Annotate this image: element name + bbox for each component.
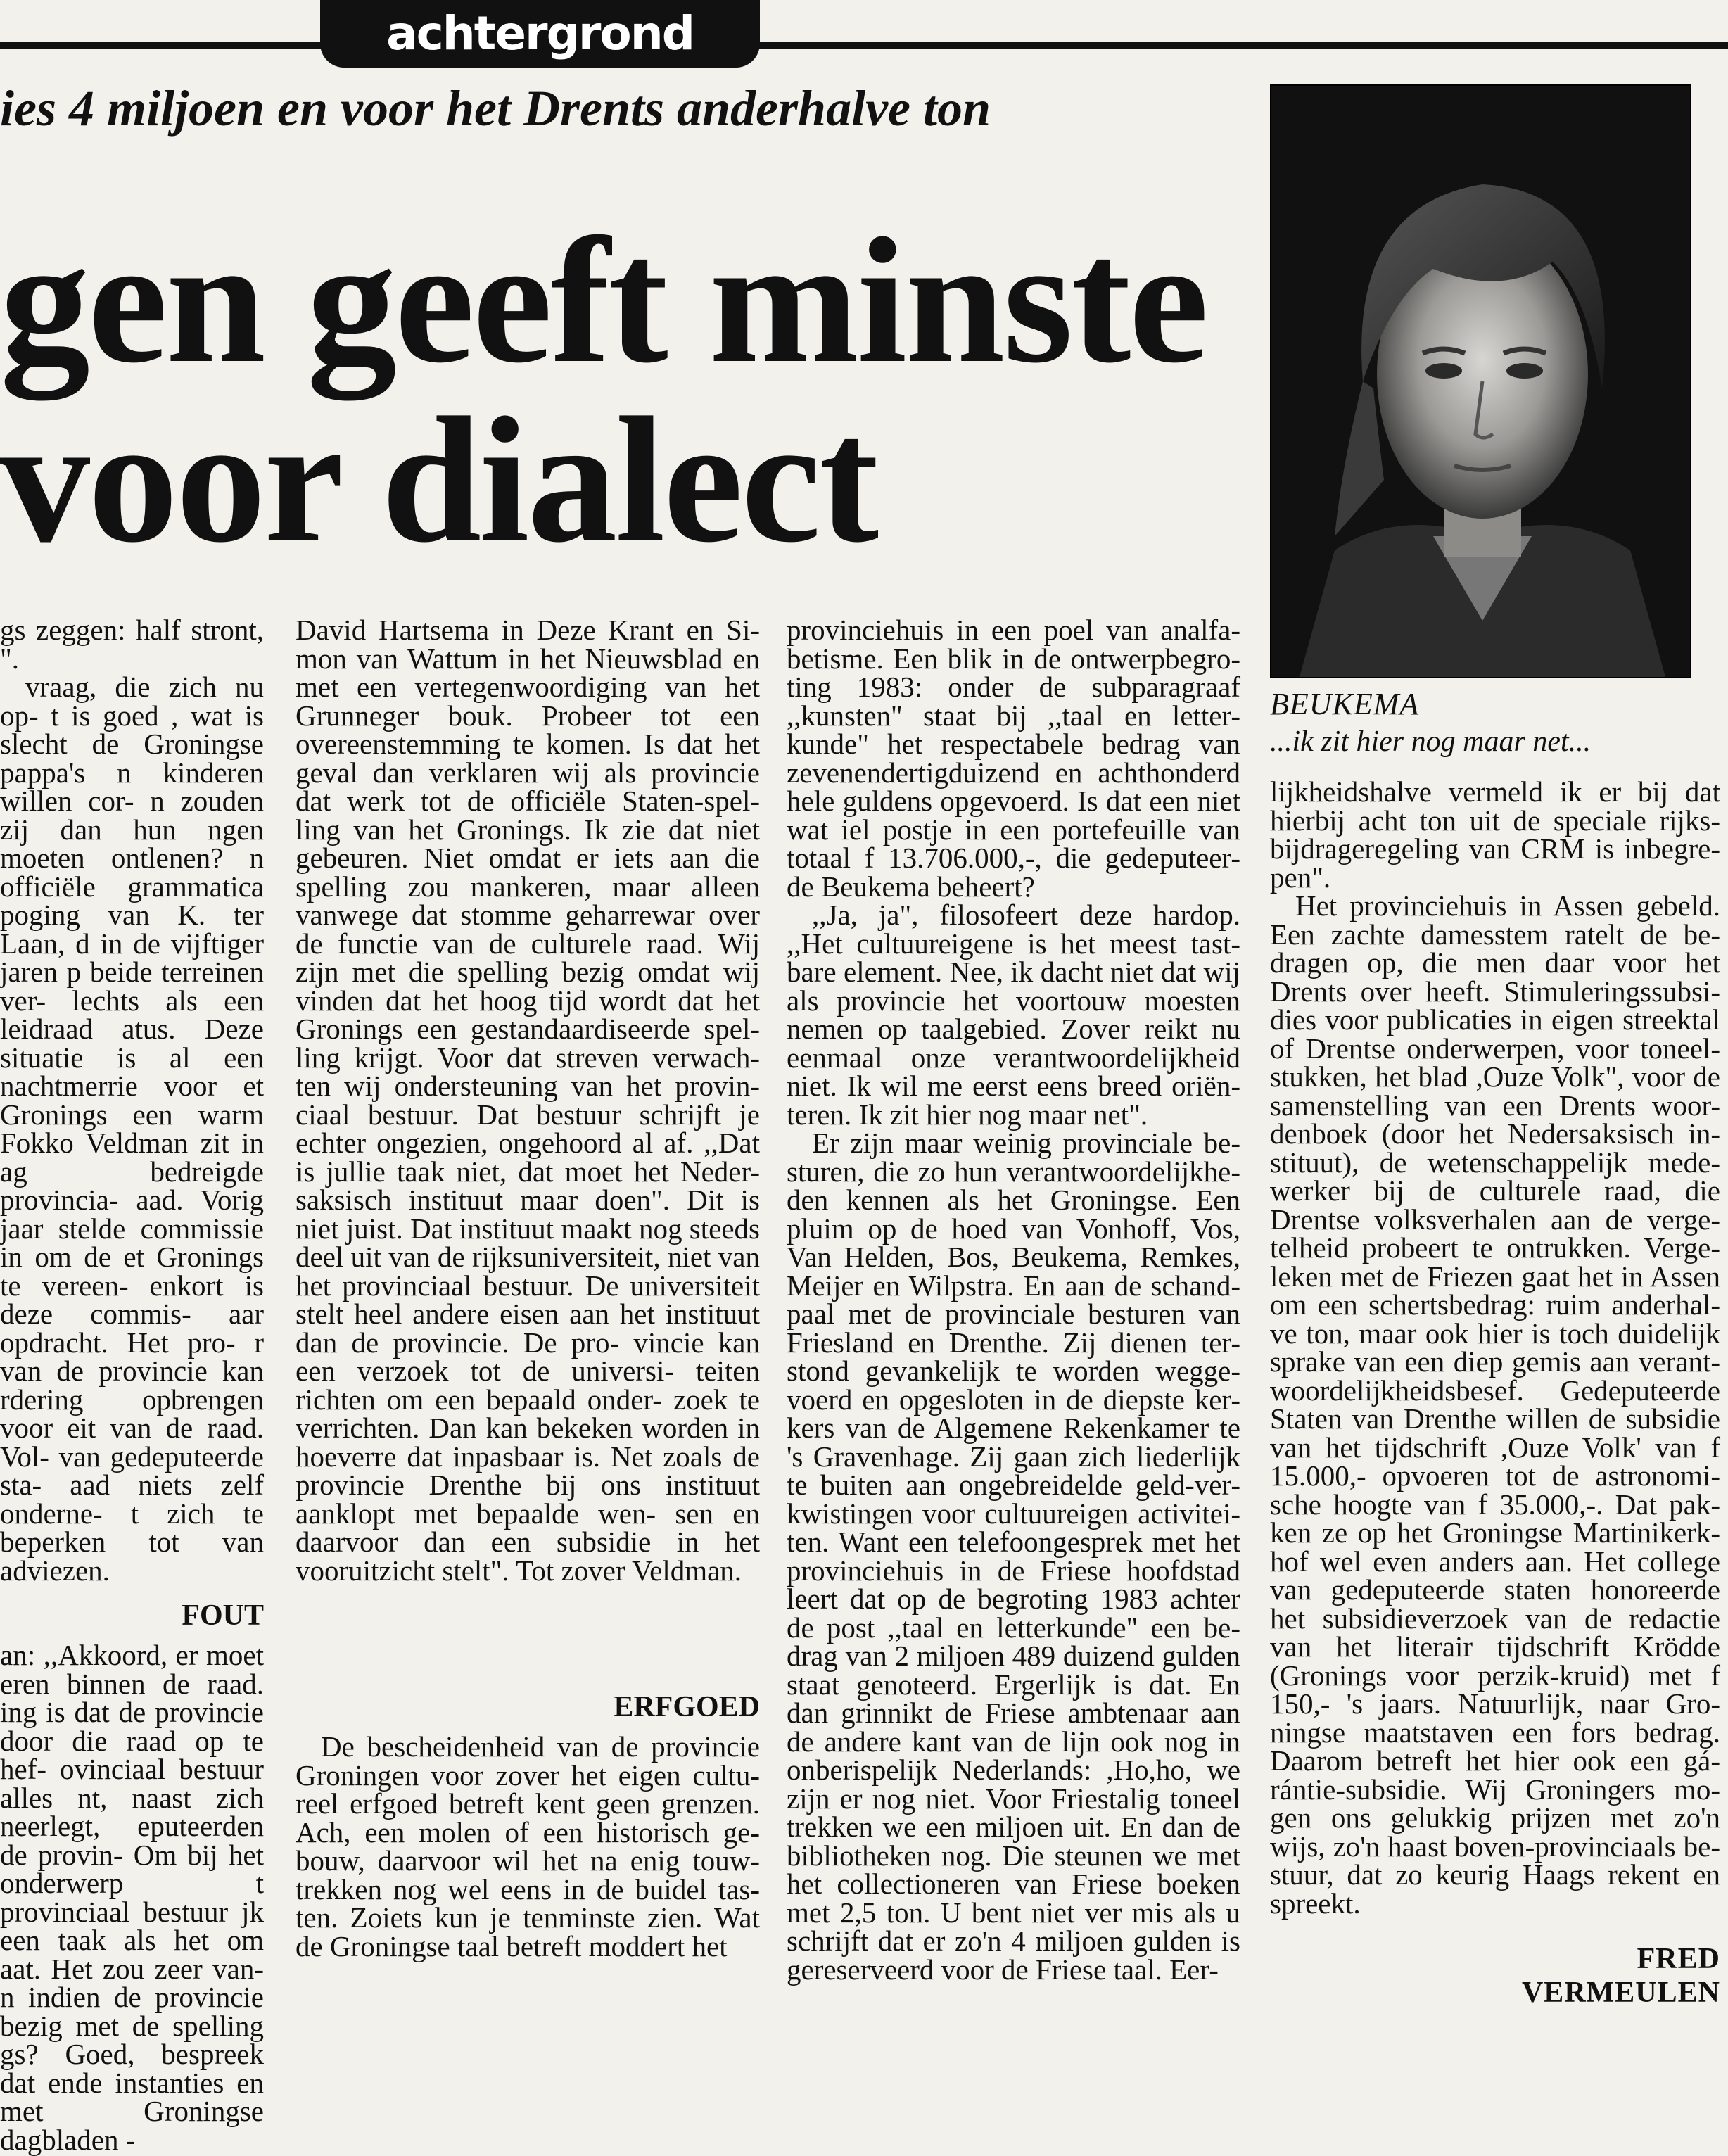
paragraph: provinciehuis in een poel van analfa- betisme. Een blik in de ontwerpbegro- ting 1983: onder de subparagraaf ,,kunsten" staat bij ,,taal en letter- kunde" het respectabele bedrag van zevenendertigduizend en achthonderd hele guldens opgevoerd. Is dat een niet wat iel postje in een portefeuille van totaal f 13.706.000,-, die gedeputeer- de Beukema beheert?	[787, 614, 1240, 903]
article-column-1	[0, 614, 264, 2156]
photo-caption-name: BEUKEMA	[1270, 687, 1420, 721]
paragraph: De bescheidenheid van de provincie Groningen voor zover het eigen cultu- reel erfgoed betreft kent geen grenzen. Ach, een molen of een historisch ge- bouw, daarvoor wil het na enig touw- trekken nog wel eens in de buidel tas- ten. Zoiets kun je tenminste zien. Wat de Groningse taal betreft moddert het	[296, 1730, 760, 1962]
paragraph: vraag, die zich nu op- t is goed , wat is slecht de Groningse pappa's n kinderen willen cor- n zouden zij dan hun ngen moeten ontlenen? n officiële grammatica poging van K. ter Laan, d in de vijftiger jaren p beide terreinen ver- lechts als een leidraad atus. Deze situatie is al een nachtmerrie voor et Gronings een warm Fokko Veldman zit in ag bedreigde provincia- aad. Vorig jaar stelde commissie in om de et Gronings te vereen- enkort is deze commis- aar opdracht. Het pro- r van de provincie kan rdering opbrengen voor eit van de raad. Vol- van gedeputeerde sta- aad niets zelf onderne- t zich te beperken tot van adviezen.	[0, 671, 264, 1587]
paragraph: Er zijn maar weinig provinciale be- sturen, die zo hun verantwoordelijkhe- den kennen als het Groningse. Een pluim op de hoed van Vonhoff, Vos, Van Helden, Bos, Beukema, Remkes, Meijer en Wilpstra. En aan de schand- paal met de provinciale besturen van Friesland en Drenthe. Zij dienen ter- stond gevankelijk te worden wegge- voerd en opgesloten in de diepste ker- kers van de Algemene Rekenkamer te 's Gravenhage. Zij gaan zich liederlijk te buiten aan ongebreidelde geld-ver- kwistingen voor cultuureigen activitei- ten. Want een telefoongesprek met het provinciehuis in de Friese hoofdstad leert dat op de begroting 1983 achter de post ,,taal en letterkunde" een be- drag van 2 miljoen 489 duizend gulden staat genoteerd. Ergerlijk is dat. En dan grinnikt de Friese ambtenaar aan de andere kant van de lijn ook nog in onberispelijk Nederlands: ,Ho,ho, we zijn er nog niet. Voor Friestalig toneel trekken we een miljoen uit. En dan de bibliotheken nog. Die steunen we met het collectioneren van Friese boeken met 2,5 ton. U bent niet ver mis als u schrijft dat er zo'n 4 miljoen gulden is gereserveerd voor de Friese taal. Eer-	[787, 1127, 1240, 1986]
article-column-4	[1270, 775, 1720, 1960]
portrait-photo	[1270, 84, 1691, 678]
paragraph: gs zeggen: half stront, ".	[0, 614, 264, 675]
header-rule	[0, 42, 1728, 49]
portrait-illustration	[1271, 86, 1690, 677]
headline-line-2: voor dialect	[0, 381, 877, 580]
paragraph: ,,Ja, ja", filosofeert deze hardop. ,,Het cultuureigene is het meest tast- bare element. Nee, ik dacht niet dat wij als provincie het voortouw moesten nemen op taalgebied. Zover reikt nu eenmaal onze verantwoordelijkheid niet. Ik wil me eerst eens breed oriën- teren. Ik zit hier nog maar net".	[787, 899, 1240, 1131]
photo-caption-quote: ...ik zit hier nog maar net...	[1270, 725, 1592, 758]
paragraph: lijkheidshalve vermeld ik er bij dat hierbij acht ton uit de speciale rijks- bijdrageregeling van CRM is inbegre- pen".	[1270, 775, 1720, 894]
article-column-2	[296, 616, 760, 1995]
paragraph: Het provinciehuis in Assen gebeld. Een zachte damesstem ratelt de be- dragen op, die men daar voor het Drents over heeft. Stimuleringssubsi- dies voor publicaties in eigen streektal of Drentse onderwerpen, voor toneel- stukken, het blad ,Ouze Volk", voor de samenstelling van een Drents woor- denboek (door het Nedersaksisch in- stituut), de wetenschappelijk mede- werker bij de culturele raad, die Drentse volksverhalen aan de verge- telheid probeert te ontrukken. Verge- leken met de Friezen gaat het in Assen om een schertsbedrag: ruim anderhal- ve ton, maar ook hier is toch duidelijk sprake van een diep gemis aan verant- woordelijkheidsbesef. Gedeputeerde Staten van Drenthe willen de subsidie van het tijdschrift ,Ouze Volk' van f 15.000,- opvoeren tot de astronomi- sche hoogte van f 35.000,-. Dat pak- ken ze op het Groningse Martinikerk- hof wel even anders aan. Het college van gedeputeerde staten honoreerde het subsidieverzoek van de redactie van het literair tijdschrift Krödde (Gronings voor perzik-kruid) met f 150,- 's jaars. Natuurlijk, naar Gro- ningse maatstaven een fors bedrag. Daarom betreft het hier ook een gá- rántie-subsidie. Wij Groningers mo- gen ons gelukkig prijzen met zo'n wijs, zo'n haast boven-provinciaals be- stuur, dat zo keurig Haags rekent en spreekt.	[1270, 889, 1720, 1920]
kicker: ies 4 miljoen en voor het Drents anderhalve ton	[0, 80, 991, 137]
section-label: achtergrond	[386, 6, 694, 61]
subhead-fout: FOUT	[182, 1599, 264, 1632]
section-tab	[320, 0, 760, 68]
subhead-erfgoed: ERFGOED	[614, 1691, 760, 1723]
headline-line-1: gen geeft minste	[0, 201, 1207, 400]
byline: FRED VERMEULEN	[1521, 1943, 1720, 2009]
paragraph: David Hartsema in Deze Krant en Si- mon van Wattum in het Nieuwsblad en met een vertegenwoordiging van het Grunneger bouk. Probeer tot een overeenstemming te komen. Is dat het geval dan verklaren wij als provincie dat werk tot de officiële Staten-spel- ling van het Gronings. Ik zie dat niet gebeuren. Niet omdat er iets aan die spelling zou mankeren, maar alleen vanwege dat stomme geharrewar over de functie van de culturele raad. Wij zijn met die spelling bezig omdat wij vinden dat het hoog tijd wordt dat het Gronings een gestandaardiseerde spel- ling krijgt. Voor dat streven verwach- ten wij ondersteuning van het provin- ciaal bestuur. Dat bestuur schrijft je echter ongezien, ongehoord al af. ,,Dat is jullie taak niet, dat moet het Neder- saksisch instituut maar doen". Dit is niet juist. Dat instituut maakt nog steeds deel uit van de rijksuniversiteit, niet van het provinciaal bestuur. De universiteit stelt heel andere eisen aan het instituut dan de provincie. De pro- vincie kan een verzoek tot de universi- teiten richten om een bepaald onder- zoek te verrichten. Dan kan bekeken worden in hoeverre dat inpasbaar is. Net zoals de provincie Drenthe bij ons instituut aanklopt met bepaalde wen- sen en daarvoor dan een subsidie in het vooruitzicht stelt". Tot zover Veldman.	[296, 614, 760, 1587]
article-column-3	[787, 616, 1240, 1995]
paragraph: an: ,,Akkoord, er moet eren binnen de raad. ing is dat de provincie door die raad op te hef- ovinciaal bestuur alles nt, naast zich neerlegt, eputeerden de provin- Om bij het onderwerp t provinciaal bestuur jk een taak als het om aat. Het zou zeer van- n indien de provincie bezig met de spelling gs? Goed, bespreek dat ende instanties en met Groningse dagbladen -	[0, 1639, 264, 2156]
